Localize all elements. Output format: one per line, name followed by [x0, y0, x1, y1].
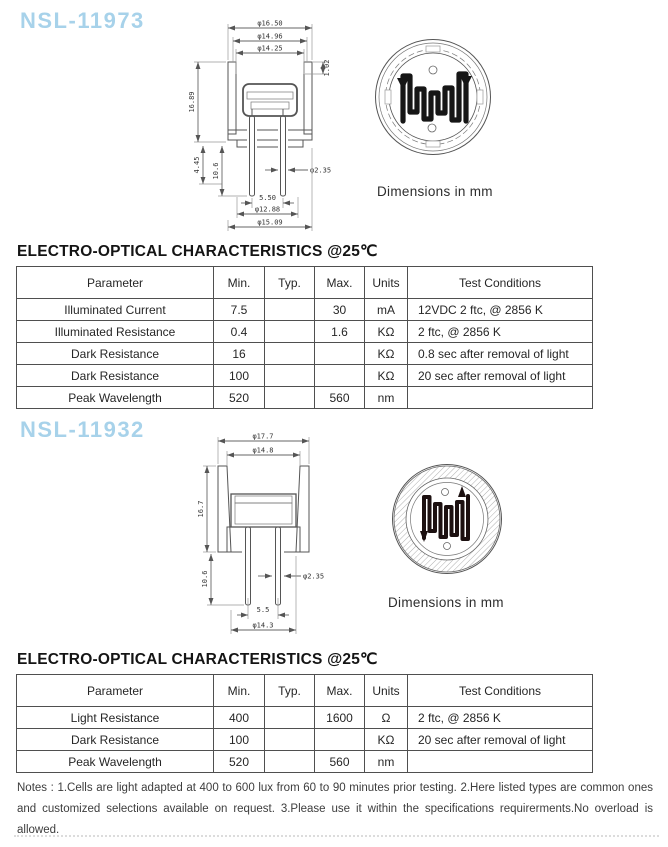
clip-outline: [243, 84, 297, 116]
table-cell: 100: [214, 365, 265, 387]
table-cell: Dark Resistance: [17, 365, 214, 387]
column-header: Test Conditions: [408, 267, 593, 299]
dimensions-unit-note: Dimensions in mm: [388, 595, 504, 610]
column-header: Units: [365, 267, 408, 299]
cross-section-drawing-nsl-11932: [195, 430, 335, 640]
housing-wall-left: [218, 466, 231, 552]
notes-paragraph: Notes : 1.Cells are light adapted at 400 to 600 lux from 60 to 90 minutes prior testing. 2.Here listed types are common ones and customized selections available on request. 3.Please use it within the specifications requirerments.No overload is allowed.: [17, 782, 653, 836]
electro-optical-heading: ELECTRO-OPTICAL CHARACTERISTICS @25℃: [17, 651, 378, 668]
rivet-bottom: [428, 124, 436, 132]
dimensions-unit-note: Dimensions in mm: [377, 184, 493, 199]
table-cell: Ω: [365, 707, 408, 729]
dim-label: φ12.88: [254, 205, 281, 214]
table-cell: [265, 321, 315, 343]
dim-label: φ14.3: [252, 621, 274, 630]
dim-label: 5.5: [256, 606, 270, 614]
table-cell: [408, 387, 593, 409]
column-header: Min.: [214, 675, 265, 707]
dim-label: φ14.25: [257, 44, 283, 53]
table-cell: KΩ: [365, 343, 408, 365]
column-header: Min.: [214, 267, 265, 299]
table-row: [17, 365, 593, 387]
table-cell: [265, 343, 315, 365]
table-cell: mA: [365, 299, 408, 321]
electrode-arrow-right: [460, 76, 472, 88]
column-header: Parameter: [17, 675, 214, 707]
electro-optical-heading: ELECTRO-OPTICAL CHARACTERISTICS @25℃: [17, 243, 378, 260]
table-cell: 1.6: [315, 321, 365, 343]
table-cell: KΩ: [365, 321, 408, 343]
dim-label: 4.45: [193, 156, 201, 174]
table-cell: Light Resistance: [17, 707, 214, 729]
table-header-row: [17, 267, 593, 299]
table-cell: [265, 299, 315, 321]
table-cell: [265, 387, 315, 409]
table-cell: 520: [214, 751, 265, 773]
photocell-serpentine-pattern: [403, 74, 466, 121]
table-header-row: [17, 675, 593, 707]
table-row: [17, 299, 593, 321]
column-header: Max.: [315, 267, 365, 299]
table-cell: 2 ftc, @ 2856 K: [408, 707, 593, 729]
table-cell: nm: [365, 387, 408, 409]
table-cell: [315, 729, 365, 751]
table-cell: [265, 729, 315, 751]
table-cell: [315, 343, 365, 365]
table-cell: 2 ftc, @ 2856 K: [408, 321, 593, 343]
table-cell: KΩ: [365, 729, 408, 751]
table-cell: Dark Resistance: [17, 343, 214, 365]
rivet-top: [429, 66, 437, 74]
table-row: [17, 751, 593, 773]
element-cavity: [235, 503, 292, 524]
rim-tab-east: [477, 90, 483, 104]
housing-wall-right: [296, 466, 309, 552]
housing-base-step: [237, 140, 303, 147]
rivet-bottom: [444, 543, 451, 550]
dim-label: φ2.35: [310, 166, 332, 175]
table-cell: [265, 751, 315, 773]
dim-label: φ17.7: [252, 432, 274, 441]
ceramic-disc: [235, 496, 292, 503]
table-cell: Peak Wavelength: [17, 751, 214, 773]
table-cell: KΩ: [365, 365, 408, 387]
column-header: Typ.: [265, 267, 315, 299]
housing-base: [228, 130, 312, 140]
table-cell: Illuminated Resistance: [17, 321, 214, 343]
cross-section-drawing-nsl-11973: [165, 18, 340, 240]
table-cell: 560: [315, 387, 365, 409]
dim-label: φ2.35: [303, 572, 325, 581]
dim-label: 1.02: [323, 59, 331, 77]
rim-tab-north: [426, 46, 440, 52]
table-cell: nm: [365, 751, 408, 773]
model-title-nsl-11932: NSL-11932: [20, 417, 145, 442]
table-cell: 0.4: [214, 321, 265, 343]
housing-wall-right: [304, 62, 312, 134]
column-header: Test Conditions: [408, 675, 593, 707]
column-header: Max.: [315, 675, 365, 707]
dim-label: 16.7: [197, 500, 205, 518]
table-cell: [265, 707, 315, 729]
table-cell: [265, 365, 315, 387]
top-view-drawing-nsl-11973: [368, 32, 500, 164]
table-cell: 12VDC 2 ftc, @ 2856 K: [408, 299, 593, 321]
dim-label: φ15.09: [257, 218, 283, 227]
column-header: Parameter: [17, 267, 214, 299]
ceramic-disc-lower: [251, 102, 289, 109]
housing-wall-left: [228, 62, 236, 134]
table-cell: Illuminated Current: [17, 299, 214, 321]
electrode-arrow-left: [397, 78, 409, 90]
spec-table-nsl-11973: [16, 266, 593, 409]
rim-tab-west: [385, 90, 391, 104]
rim-tab-south: [426, 141, 440, 147]
dim-label: 10.6: [201, 570, 209, 588]
table-cell: 7.5: [214, 299, 265, 321]
table-cell: 30: [315, 299, 365, 321]
table-cell: 20 sec after removal of light: [408, 365, 593, 387]
table-cell: [408, 751, 593, 773]
table-row: [17, 321, 593, 343]
table-cell: [315, 365, 365, 387]
table-cell: Peak Wavelength: [17, 387, 214, 409]
ceramic-disc-upper: [247, 92, 293, 99]
dim-label: 10.6: [212, 162, 220, 180]
table-cell: 100: [214, 729, 265, 751]
dim-label: φ14.8: [252, 446, 274, 455]
dim-label: 16.89: [188, 91, 196, 113]
column-header: Units: [365, 675, 408, 707]
table-row: [17, 707, 593, 729]
top-view-drawing-nsl-11932: [385, 455, 515, 585]
table-cell: 16: [214, 343, 265, 365]
dim-label: φ16.50: [257, 19, 283, 28]
model-title-nsl-11973: NSL-11973: [20, 8, 145, 33]
dim-label: 5.50: [259, 194, 276, 202]
table-cell: 20 sec after removal of light: [408, 729, 593, 751]
bottom-dotted-separator: [14, 835, 659, 837]
table-cell: 1600: [315, 707, 365, 729]
dim-label: φ14.96: [257, 32, 283, 41]
column-header: Typ.: [265, 675, 315, 707]
table-cell: 400: [214, 707, 265, 729]
table-row: [17, 343, 593, 365]
element-holder: [231, 494, 296, 527]
rivet-top: [442, 489, 449, 496]
table-row: [17, 729, 593, 751]
table-cell: 560: [315, 751, 365, 773]
table-cell: 520: [214, 387, 265, 409]
table-cell: 0.8 sec after removal of light: [408, 343, 593, 365]
table-row: [17, 387, 593, 409]
spec-table-nsl-11932: [16, 674, 593, 773]
table-cell: Dark Resistance: [17, 729, 214, 751]
